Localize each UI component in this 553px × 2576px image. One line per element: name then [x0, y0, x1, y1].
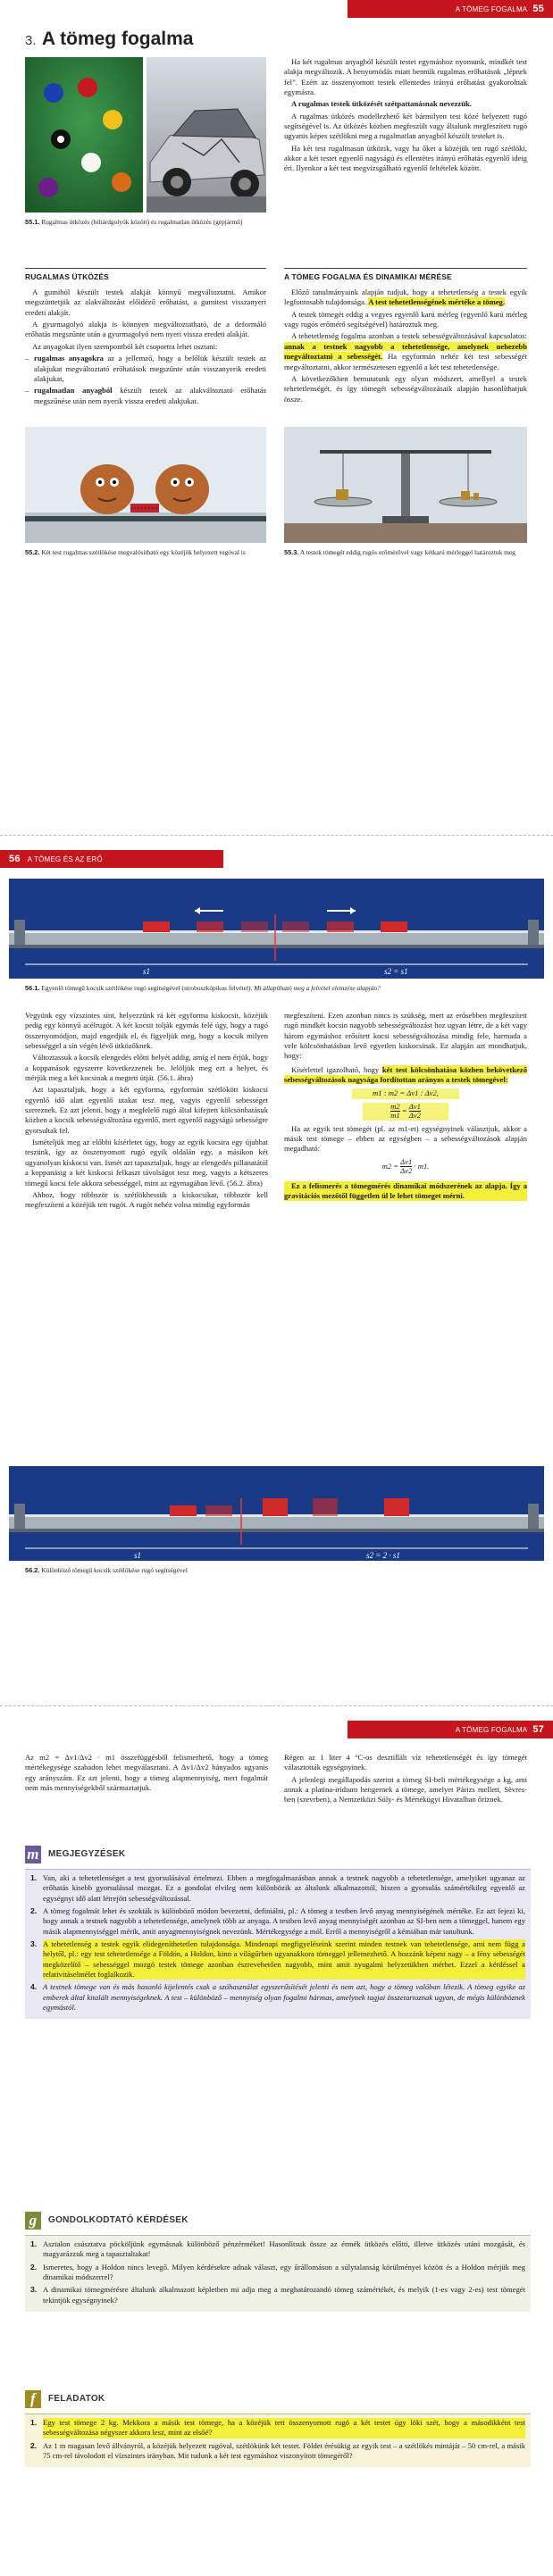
question-item	[30, 2239, 525, 2260]
page-header	[348, 1721, 553, 1738]
page-number: 56	[9, 854, 21, 864]
bullet-elastic	[25, 354, 266, 384]
figure-55-3-caption	[284, 548, 527, 556]
unit-paragraph: Régen az 1 liter 4 °C-os desztillált víz tehetetlenségét és így tömegét választották egységnyinek.	[284, 1753, 527, 1772]
section-paragraph	[284, 331, 527, 371]
page-header	[348, 0, 553, 18]
bullet-text: az a jellemző, hogy a belőlük készült testek az alakjukat megváltoztató erőhatások megszűnte után visszanyerik eredeti alakjukat,	[34, 354, 266, 383]
distance-label-s1: s1	[134, 1551, 142, 1560]
question-text: Asztalon csúsztatva pöcköljünk egymásnak különböző pénzérméket! Hasonlítsuk össze az érmék ütközés előtti, illetve ütközés utáni mozgását, és magyarázzuk meg a tapasztaltakat!	[43, 2239, 525, 2259]
page-number: 57	[532, 1724, 544, 1735]
tasks-list	[25, 2413, 531, 2467]
intro-paragraph: A rugalmas testek ütközését szétpattanásnak nevezzük.	[291, 99, 472, 109]
question-text: Ismeretes, hogy a Holdon nincs levegő. Milyen kérdésekre adnak választ, egy űrállomáson a súlytalanság körülményei között és a Holdon mérjük meg dinamikai módszerrel?	[43, 2262, 525, 2282]
tasks-title: FELADATOK	[48, 2394, 105, 2405]
experiment-paragraph: Vegyünk egy vízszintes sínt, helyezzünk rá két egyforma kiskocsit, közéjük pedig egy könnyű acélrugót. A két kocsit tolják egymás felé úgy, hogy a rugó összenyomódjon, majd engedjük el, és figyeljük meg, hogy a kocsik milyen sebességgel a sín végén lévő ütközőknek.	[25, 1011, 268, 1051]
experiment-paragraph: Ismételjük meg az előbbi kísérletet úgy, hogy az egyik kocsira egy újabbat teszünk, így az összenyomott rugó egyik oldalán egy, a másikon két ugyanolyan kiskocsi van. Ismét azt tapasztaljuk, hogy az elengedés pillanatától a koppanásig a két kiskocsi felkaszt távolságot tesz meg, vagyis a kétszeres tömegű kocsi fele akkora sebességgel, mint az egymagában lévő. (56.2. ábra)	[25, 1138, 268, 1188]
section-paragraph	[284, 288, 527, 308]
chapter-title: A tömeg fogalma	[41, 29, 194, 49]
figure-56-1-photo	[9, 879, 544, 979]
track-unequal-carts	[9, 1466, 544, 1561]
intro-paragraph: A rugalmas ütközés modellezhető két bármilyen test közé helyezett rugó segítségével is. Az ütközés közben megfeszült vagy általunk megfeszített rugó ugyanis képes szétlökni meg a rugalmatlan anyagból készült testeket is.	[284, 111, 527, 141]
formula-ratio	[352, 1088, 459, 1098]
question-text: A dinamikai tömegmérésre általunk alkalmazott képletben mi adja meg a meghatározandó tömeg számértékét, és melyik (1-es vagy 2-es) test tömegét tekintjük egységnyinek?	[43, 2285, 525, 2305]
figure-55-3-photo	[284, 427, 527, 543]
tasks-badge-icon: f	[25, 2390, 41, 2408]
highlight-definition: A test tehetetlenségének mértéke a tömeg.	[368, 297, 506, 307]
question-number: 3.	[30, 2285, 38, 2295]
section-paragraph: A következőkben bemutatunk egy olyan módszert, amellyel a testek tehetetlenségét, és így tömegét sebességváltozásaik alapján hasonlíthatjuk össze.	[284, 373, 527, 404]
section-paragraph: A testek tömegét eddig a vegyes egyenlő karú mérleg (egyenlő karú mérleg vagy rugós erőmérő segítségével) határoztuk meg.	[284, 309, 527, 329]
formula-text: m1 : m2 = Δv1 : Δv2,	[373, 1088, 439, 1098]
caption-text: Két test rugalmas szétlökése megvalósítható egy közéjük helyezett rugóval is	[41, 548, 246, 556]
question-item	[30, 2263, 525, 2283]
balance-scale-illustration	[284, 427, 527, 543]
paragraph-text: Előző tanulmányaink alapján tudjuk, hogy a tehetetlenség a testek egyik legfontosabb tulajdonsága.	[284, 288, 527, 307]
fraction-denominator: m1	[390, 1111, 400, 1121]
question-number: 1.	[30, 2239, 38, 2248]
figure-55-2-caption	[25, 548, 266, 556]
caption-question: Mi állapítható meg a felvétel elemzése alapján?	[254, 984, 381, 992]
page-55	[0, 0, 553, 835]
bullet-term: rugalmatlan anyagból	[34, 386, 113, 396]
page-56	[0, 850, 553, 1705]
intro-column	[284, 57, 527, 176]
figure-55-1-caption	[25, 218, 266, 226]
task-text: Az 1 m magasan levő állványról, a közéjük helyezett rugóval, szétlökünk két testet. Földet érésükig az egyik test – a szétlökés mintáját – 50 cm-rel, a másik 75 cm-rel távolodott el vízszintes irányban. Mit tudunk a két test egymáshoz viszonyított tömegéről?	[43, 2440, 525, 2461]
law-intro: Kísérlettel igazolható, hogy	[291, 1064, 380, 1074]
highlight-dynamic-method: Ez a felismerés a tömegmérés dinamikai módszerének az alapja. Így a gravitációs mezőtől független ül le lehet tömeget mérni.	[284, 1180, 527, 1200]
chapter-number: 3.	[25, 33, 37, 48]
questions-list	[25, 2235, 531, 2312]
paragraph-text: A tehetetlenség fogalma azonban a testek sebességváltozásával kapcsolatos:	[291, 331, 527, 341]
distance-label-s2: s2 = 2 · s1	[366, 1551, 400, 1560]
note-item	[30, 1982, 525, 2013]
formula-fraction: $\frac{m2}{m1}$ = $\frac{\Delta v1}{\Delta v2}$	[363, 1103, 448, 1121]
section-paragraph: Az anyagokat ilyen szempontból két csoportra lehet osztani:	[32, 341, 218, 351]
section-heading: RUGALMAS ÜTKÖZÉS	[25, 268, 266, 282]
chapter-heading	[25, 27, 193, 52]
tasks-box	[25, 2388, 531, 2467]
unit-paragraph: Az m2 = Δv1/Δv2 · m1 összefüggésből felismerhető, hogy a tömeg mértékegysége szabadon lehet megválasztani. A Δv1/Δv2 hányados ugyanis egy arányszám. Ez azt jelenti, hogy a tömeg alapmennyiség, mert fogalmát nem más mennyiségekből származtatjuk.	[25, 1753, 268, 1793]
task-number: 2.	[30, 2440, 38, 2450]
section-heading: A TÖMEG FOGALMA ÉS DINAMIKAI MÉRÉSE	[284, 268, 527, 282]
experiment-paragraph: Változtassuk a kocsik elengedés előtti helyét addig, amíg el nem érjük, hogy a koppanások egyszerre következzenek be. Jelöljük meg ezt a helyet, és mérjük meg a két kocsinak a megtett útját. (56.1. ábra)	[25, 1053, 268, 1083]
figure-56-2-caption	[25, 1566, 531, 1574]
note-text-highlighted: A tehetetlenség a testek egyik elidegeníthetetlen tulajdonsága. Mindenapi megfigyeléseink szerint minden testnek van tehetetlensége, ami nem függ a helytől, pl.: egy test tehetetlensége a Földön, a Holdon, kinn a világűrben ugyanakkora tömeggel jellemezhető. A hozzánk képest nagy – a fény sebességét megközelítő – sebességgel mozgó testek tömege azonban észrevehetően nagyobb, mint amit nyugalmi helyzetükben mérhet. Ezzel a kérdéssel a relativitáselmélet foglalkozik.	[43, 1939, 525, 1980]
mass-definition-section	[284, 268, 527, 406]
unit-column-right	[284, 1753, 527, 1807]
questions-header	[25, 2210, 531, 2231]
caption-number: 55.3.	[284, 548, 299, 556]
fraction-numerator: Δv1	[408, 1101, 421, 1111]
note-number: 3.	[30, 1939, 38, 1949]
experiment-paragraph: Ahhoz, hogy többször is szétlökhessük a kiskocsikat, többször kell megfeszíteni a közéjük tett rugót. A rugót nehéz volna mindig egyformán	[25, 1189, 268, 1210]
note-number: 1.	[30, 1873, 38, 1882]
page-57	[0, 1721, 553, 2576]
experiment-column-left	[25, 1011, 268, 1213]
caption-number: 56.1.	[25, 984, 40, 992]
figure-55-1-photo	[25, 57, 266, 213]
header-section: A TÖMEG ÉS AZ ERŐ	[27, 855, 103, 863]
note-text: A tömeg fogalmát lehet és szokták is különböző módon bevezetni, definiálni, pl.: A tömeg a testben levő anyag mennyiségének mértéke. Ez azt fejezi ki, hogy annak a testnek nagyobb a tehetetlensége, amelynek több az anyaga. A testben levő anyag mennyiségét azonban az SI-ben nem a tömeggel, hanem egy másik alapmennyiséggel mérik, amit anyagmennyiségnek nevezünk. Mértékegysége a mól. Erről a mennyiségről a kémiában már tanultunk.	[43, 1906, 525, 1936]
fraction-numerator: Δv1	[400, 1156, 413, 1166]
bullet-term: rugalmas anyagokra	[34, 354, 104, 363]
highlight-law: két test kölcsönhatása közben bekövetkező sebességváltozások nagysága fordítottan arányos a testek tömegével:	[284, 1064, 527, 1085]
page-gap	[0, 835, 553, 850]
bullet-text: készült testek az alakváltoztató erőhatás megszűnése után nem nyerik vissza eredeti alakjukat.	[34, 386, 266, 405]
page-gap	[0, 1705, 553, 1721]
figure-55-2-photo	[25, 427, 266, 543]
header-section: A TÖMEG FOGALMA	[455, 1726, 528, 1734]
question-item	[30, 2285, 525, 2305]
formula-lhs: m2 =	[381, 1161, 399, 1171]
experiment-paragraph: megfeszíteni. Ezen azonban nincs is szükség, mert az erősebben megfeszített rugó mindkét kocsin nagyobb sebességváltozást hoz ugyan létre, de a két vagy három egymáshoz erősített kocsi sebességváltozása mindig fele, harmada a vele kölcsönhatásban levő egyetlen kiskocsinak. Ez alapján azt mondhatjuk, hogy:	[284, 1011, 527, 1061]
unit-paragraph: A jelenlegi megállapodás szerint a tömeg SI-beli mértékegysége a kg, ami annak a platina-irídium hengernek a tömege, amelyet Párizs mellett, Sèvres-ben (szevrben), a Nemzetközi Súly- és Mértékügyi Hivatalban őriznek.	[284, 1774, 527, 1805]
note-item	[30, 1906, 525, 1937]
intro-paragraph: Ha két rugalmas anyagból készült testet egymáshoz nyomunk, mindkét test alakja megváltozik. A benyomódás miatt bennük rugalmas erőhatások „lépnek fel”. Ezért az összenyomott testek ellentedes irányú erőhatást gyakorolnak egymásra.	[284, 57, 527, 97]
fraction-denominator: Δv2	[408, 1111, 421, 1121]
formula-tail: · m1.	[414, 1161, 430, 1171]
bullet-inelastic	[25, 386, 266, 406]
formula-mass	[284, 1158, 527, 1176]
caption-text: Egyenlő tömegű kocsik szétlökése rugó segítségével (stroboszkópikus felvétel).	[41, 984, 253, 992]
notes-list	[25, 1869, 531, 2019]
caption-number: 55.1.	[25, 218, 40, 226]
question-number: 2.	[30, 2262, 38, 2272]
elastic-collision-section	[25, 268, 266, 408]
fraction-numerator: m2	[390, 1101, 400, 1111]
caption-number: 55.2.	[25, 548, 40, 556]
questions-box	[25, 2210, 531, 2312]
distance-label-s2: s2 = s1	[384, 967, 408, 976]
task-item	[30, 2441, 525, 2462]
law-statement	[284, 1065, 527, 1086]
notes-title: MEGJEGYZÉSEK	[48, 1849, 126, 1860]
unit-column-left	[25, 1753, 268, 1795]
billiard-car-illustration	[25, 57, 266, 213]
questions-title: GONDOLKODTATÓ KÉRDÉSEK	[48, 2215, 189, 2226]
fraction-denominator: Δv2	[400, 1166, 413, 1176]
header-section: A TÖMEG FOGALMA	[455, 5, 528, 13]
note-number: 2.	[30, 1906, 38, 1916]
section-paragraph: A gyurmagolyó alakja is könnyen megváltoztatható, de a deformáló erőhatás megszűnte után a gyurmagolyó nem nyeri vissza eredeti alakját.	[25, 320, 266, 339]
caption-text: Különböző tömegű kocsik szétlökése rugó segítségével	[41, 1566, 188, 1574]
intro-paragraph: Ha két test rugalmasan ütközik, vagy ha őket a közéjük tett rugó szétlöki, akkor a két testet egyenlő nagyságú és ellentétes irányú erőhatás egyenlő ideig éri. Ilyenkor a két test megvizsgálható egyenlő feltételek között.	[284, 143, 527, 173]
task-text-highlighted: Egy test tömege 2 kg. Mekkora a másik test tömege, ha a közéjük tett összenyomott rugó a két testet úgy löki szét, hogy a másodikként test sebességváltozása négyszer akkora lesz, mint az elsőé?	[43, 2418, 525, 2438]
caption-text: Rugalmas ütközés (biliárdgolyók között) és rugalmatlan ütközés (gépjármű)	[41, 218, 243, 226]
tasks-header	[25, 2388, 531, 2410]
note-text: Van, aki a tehetetlenséget a test gyorsulásával értelmezi. Ebben a megfogalmazásban annak a testnek nagyobb a tehetetlensége, amelyiket ugyanaz az erőhatás kisebb gyorsulással mozgat. Ez a gondolat elvileg nem különbözik az általunk alkalmazottól, hiszen a gyorsulás számértékileg egyenlő az egységnyi idő alatt létrejött sebességváltozással.	[43, 1873, 525, 1903]
highlight-inertia: annak a testnek nagyobb a tehetetlensége, amelynek nehezebb megváltoztatni a sebességét.	[284, 341, 527, 362]
note-item	[30, 1873, 525, 1904]
figure-56-1-caption	[25, 984, 531, 992]
notes-header	[25, 1844, 531, 1865]
experiment-column-right	[284, 1011, 527, 1203]
page-header	[0, 850, 223, 868]
figure-56-2-photo	[9, 1466, 544, 1561]
notes-badge-icon: m	[25, 1846, 41, 1863]
caption-text: A testek tömegét eddig rugós erőmérővel vagy kétkarú mérleggel határoztuk meg	[299, 548, 515, 556]
note-number: 4.	[30, 1982, 38, 1992]
task-number: 1.	[30, 2418, 38, 2427]
paragraph-text: Ha egyformán nehéz két test sebességét megváltoztatni, akkor természetesen egyenlő a két test tehetetlensége.	[284, 352, 527, 371]
note-item	[30, 1939, 525, 1980]
page-number: 55	[532, 4, 544, 14]
note-text: A testnek tömege van és más hasonló kijelentés csak a szóhasználat egyszerűsítését jelenti és nem azt, hogy a tömeg valóban létezik. A tömeg egyike az emberek által kitalált mennyiségeknek. A test – különböző – mennyiség olyan fogalmi hármas, amelynek tagjai összetartoznak ugyan, de mégis különböznek egymástól.	[43, 1982, 525, 2013]
notes-box	[25, 1844, 531, 2019]
section-paragraph: A gumiból készült testek alakját könnyű megváltoztatni. Amikor megszüntetjük az alakváltozást előidéző erőhatást, a gumitest visszanyeri eredeti alakját.	[25, 288, 266, 317]
experiment-paragraph: Ha az egyik test tömegét (pl. az m1-et) egységnyinek választjuk, akkor a másik test tömege – ebben az egységben – a sebességváltozások alapján megadható:	[284, 1123, 527, 1154]
track-equal-carts	[9, 879, 544, 979]
clay-figures-illustration	[25, 427, 266, 543]
caption-number: 56.2.	[25, 1566, 40, 1574]
questions-badge-icon: g	[25, 2212, 41, 2230]
distance-label-s1: s1	[143, 967, 151, 976]
task-item	[30, 2418, 525, 2438]
experiment-paragraph: Azt tapasztaljuk, hogy a két egyforma, egyformán szétlökött kiskocsi egyenlő idő alatt egyenlő utakat tesz meg, vagyis egyenlő sebességet szereznek. Ez azt jelenti, hogy a megfelelő rugó által kifejtett kölcsönhatásuk közben a kocsik sebességváltozása egyenlő, mert egyenlő nagyságú sebességre gyorsultak fel.	[25, 1085, 268, 1135]
